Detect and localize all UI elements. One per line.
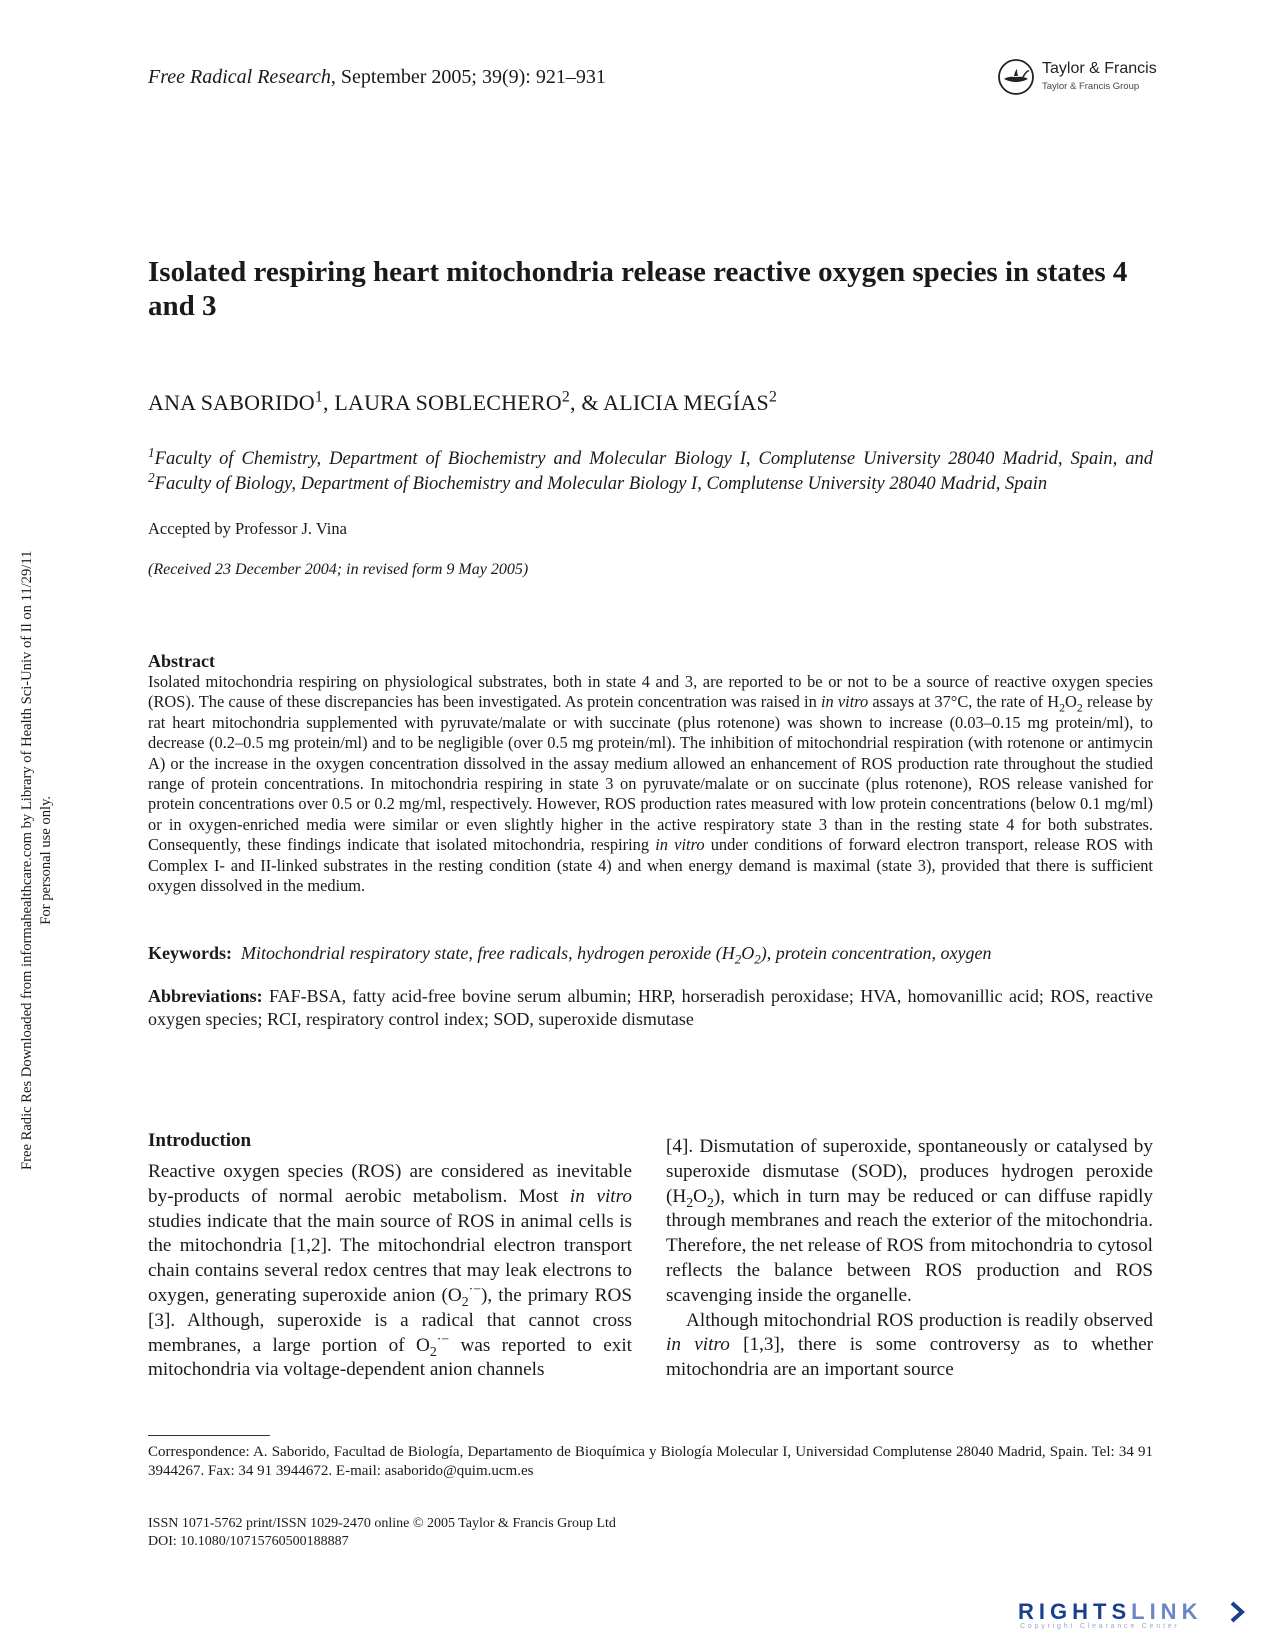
affiliation-2: Faculty of Biology, Department of Biochemistry and Molecular Biology I, Complutense University 28040 Madrid, Spain: [154, 474, 1048, 494]
paragraph: [666, 1309, 1153, 1383]
rightslink-arrow-icon: [1226, 1600, 1248, 1624]
abstract-text: [148, 672, 1153, 896]
abstract-italic: in vitro: [820, 692, 869, 712]
body-column-right: [666, 1135, 1153, 1383]
issue-info: , September 2005; 39(9): 921–931: [330, 66, 606, 88]
text-segment: [1,3], there is some controversy as to whether mitochondria are an important source: [666, 1334, 1153, 1381]
text-segment: ), which in turn may be reduced or can diffuse rapidly through membranes and reach the exterior of the mitochondria. Therefore, the net release of ROS from mitochondria to cytosol reflects the balance between ROS production and ROS scavenging inside the organelle.: [666, 1185, 1153, 1306]
affiliation-mark: 2: [561, 388, 570, 406]
keyword-segment: O: [741, 943, 755, 963]
rightslink-wordmark: [1018, 1599, 1202, 1625]
correspondence-footnote: Correspondence: A. Saborido, Facultad de Biología, Departamento de Bioquímica y Biología Molecular I, Universidad Complutense 28040 Madrid, Spain. Tel: 34 91 3944267. Fax: 34 91 3944672. E-mail: asaborido@quim.ucm.es: [148, 1444, 1153, 1479]
author-list: [148, 390, 777, 416]
text-segment: ), the primary ROS [3]. Although, superoxide is a radical that cannot cross membranes, a large portion of O: [148, 1284, 632, 1356]
rightslink-logo[interactable]: [1018, 1598, 1250, 1634]
author-name: LAURA SOBLECHERO: [334, 390, 562, 415]
subscript: 2: [707, 1194, 714, 1210]
article-title: Isolated respiring heart mitochondria release reactive oxygen species in states 4 and 3: [148, 256, 1128, 322]
abstract-heading: Abstract: [148, 651, 215, 671]
superscript: ·−: [468, 1281, 482, 1297]
rightslink-word-dark: RIGHTS: [1018, 1599, 1132, 1624]
keyword-segment: ), protein concentration, oxygen: [760, 943, 992, 963]
download-stamp-line: For personal use only.: [38, 795, 54, 925]
keywords-list: [241, 943, 992, 967]
author-separator: ,: [322, 390, 335, 415]
rightslink-word-light: LINK: [1131, 1599, 1203, 1624]
subscript: 2: [754, 951, 761, 967]
publisher-logo: [996, 57, 1160, 97]
body-column-left: [148, 1160, 632, 1383]
italic-term: in vitro: [666, 1334, 730, 1356]
keywords-label: Keywords:: [148, 943, 232, 963]
abstract-italic: in vitro: [655, 835, 705, 855]
superscript: ·−: [436, 1331, 450, 1347]
abbreviations-label: Abbreviations:: [148, 986, 263, 1006]
download-stamp-line: Free Radic Res Downloaded from informahealthcare.com by Library of Health Sci-Univ of Il on 11/29/11: [19, 550, 35, 1170]
author-name: ALICIA MEGÍAS: [603, 390, 769, 415]
publisher-name: Taylor & Francis: [1042, 60, 1157, 77]
text-segment: Although mitochondrial ROS production is readily observed: [686, 1309, 1153, 1331]
author-name: ANA SABORIDO: [148, 390, 315, 415]
subscript: 2: [1076, 700, 1083, 715]
subscript: 2: [686, 1194, 694, 1210]
abstract-segment: O: [1065, 692, 1077, 712]
journal-citation: [148, 66, 606, 89]
subscript: 2: [429, 1343, 437, 1359]
affiliation-mark: 1: [148, 444, 155, 460]
affiliation-mark: 2: [768, 388, 778, 406]
accepted-by: Accepted by Professor J. Vina: [148, 519, 347, 538]
subscript: 2: [461, 1293, 469, 1309]
received-dates: (Received 23 December 2004; in revised form 9 May 2005): [148, 561, 529, 578]
affiliation-mark: 1: [314, 388, 323, 406]
abbreviations: [148, 985, 1153, 1031]
text-segment: O: [693, 1185, 708, 1207]
affiliation-1: Faculty of Chemistry, Department of Biochemistry and Molecular Biology I, Complutense University 28040 Madrid, Spain,: [154, 449, 1118, 469]
section-heading-introduction: Introduction: [148, 1130, 252, 1151]
text-segment: studies indicate that the main source of ROS in animal cells is the mitochondria [1,2]. The mitochondrial electron transport chain contains several redox centres that may leak electrons to oxygen, generating superoxide anion (O: [148, 1210, 632, 1306]
paragraph: [666, 1135, 1153, 1309]
abstract-segment: release by rat heart mitochondria supplemented with pyruvate/malate or with succinate (plus rotenone) was shown to increase (0.03–0.15 mg protein/ml), to decrease (0.2–0.5 mg protein/ml) and to be negligible (over 0.5 mg protein/ml). The inhibition of mitochondrial respiration (with rotenone or antimycin A) or the increase in the oxygen concentration dissolved in the assay medium allowed an enhancement of ROS production rate throughout the studied range of protein concentrations. In mitochondria respiring in state 3 on pyruvate/malate or on succinate (plus rotenone), ROS release vanished for protein concentrations over 0.5 or 0.2 mg/ml, respectively. However, ROS production rates measured with low protein concentrations (below 0.1 mg/ml) or in oxygen-enriched media were similar or even slightly higher in the active respiratory state 3 than in the resting state 4 for both substrates. Consequently, these findings indicate that isolated mitochondria, respiring: [148, 692, 1153, 855]
text-segment: Reactive oxygen species (ROS) are considered as inevitable by-products of normal aerobic metabolism. Most: [148, 1161, 632, 1207]
subscript: 2: [734, 951, 742, 967]
publisher-group: Taylor & Francis Group: [1042, 81, 1140, 92]
paragraph: [148, 1160, 632, 1383]
issn-line: ISSN 1071-5762 print/ISSN 1029-2470 online © 2005 Taylor & Francis Group Ltd: [148, 1516, 616, 1531]
journal-name: Free Radical Research: [148, 66, 331, 88]
italic-term: in vitro: [569, 1185, 632, 1207]
affiliation-join: and: [1125, 449, 1153, 469]
rightslink-subtitle: Copyright Clearance Center: [1020, 1623, 1180, 1630]
affiliation-mark: 2: [148, 469, 155, 485]
abstract-segment: under conditions of forward electron transport, release ROS with Complex I- and II-linked substrates in the resting condition (state 4) and when energy demand is maximal (state 3), provided that there is sufficient oxygen dissolved in the medium.: [148, 835, 1153, 896]
abstract-segment: assays at 37°C, the rate of H: [868, 692, 1060, 712]
abbreviations-text: FAF-BSA, fatty acid-free bovine serum albumin; HRP, horseradish peroxidase; HVA, homovanillic acid; ROS, reactive oxygen species; RCI, respiratory control index; SOD, superoxide dismutase: [148, 986, 1153, 1029]
affiliations: [148, 444, 1153, 497]
text-segment: was reported to exit mitochondria via voltage-dependent anion channels: [148, 1334, 632, 1381]
lamp-icon: [996, 57, 1038, 97]
doi-line: DOI: 10.1080/10715760500188887: [148, 1534, 349, 1549]
subscript: 2: [1059, 700, 1066, 715]
download-stamp: [18, 551, 56, 1170]
keywords: [148, 942, 1153, 967]
abstract-segment: Isolated mitochondria respiring on physiological substrates, both in state 4 and 3, are reported to be or not to be a source of reactive oxygen species (ROS). The cause of these discrepancies has been investigated. As protein concentration was raised in: [148, 672, 1153, 712]
keyword-segment: Mitochondrial respiratory state, free radicals, hydrogen peroxide (H: [241, 943, 735, 963]
author-separator: , &: [569, 390, 604, 415]
footnote-divider: [148, 1435, 270, 1436]
text-segment: [4]. Dismutation of superoxide, spontaneously or catalysed by superoxide dismutase (SOD), produces hydrogen peroxide (H: [666, 1136, 1153, 1207]
